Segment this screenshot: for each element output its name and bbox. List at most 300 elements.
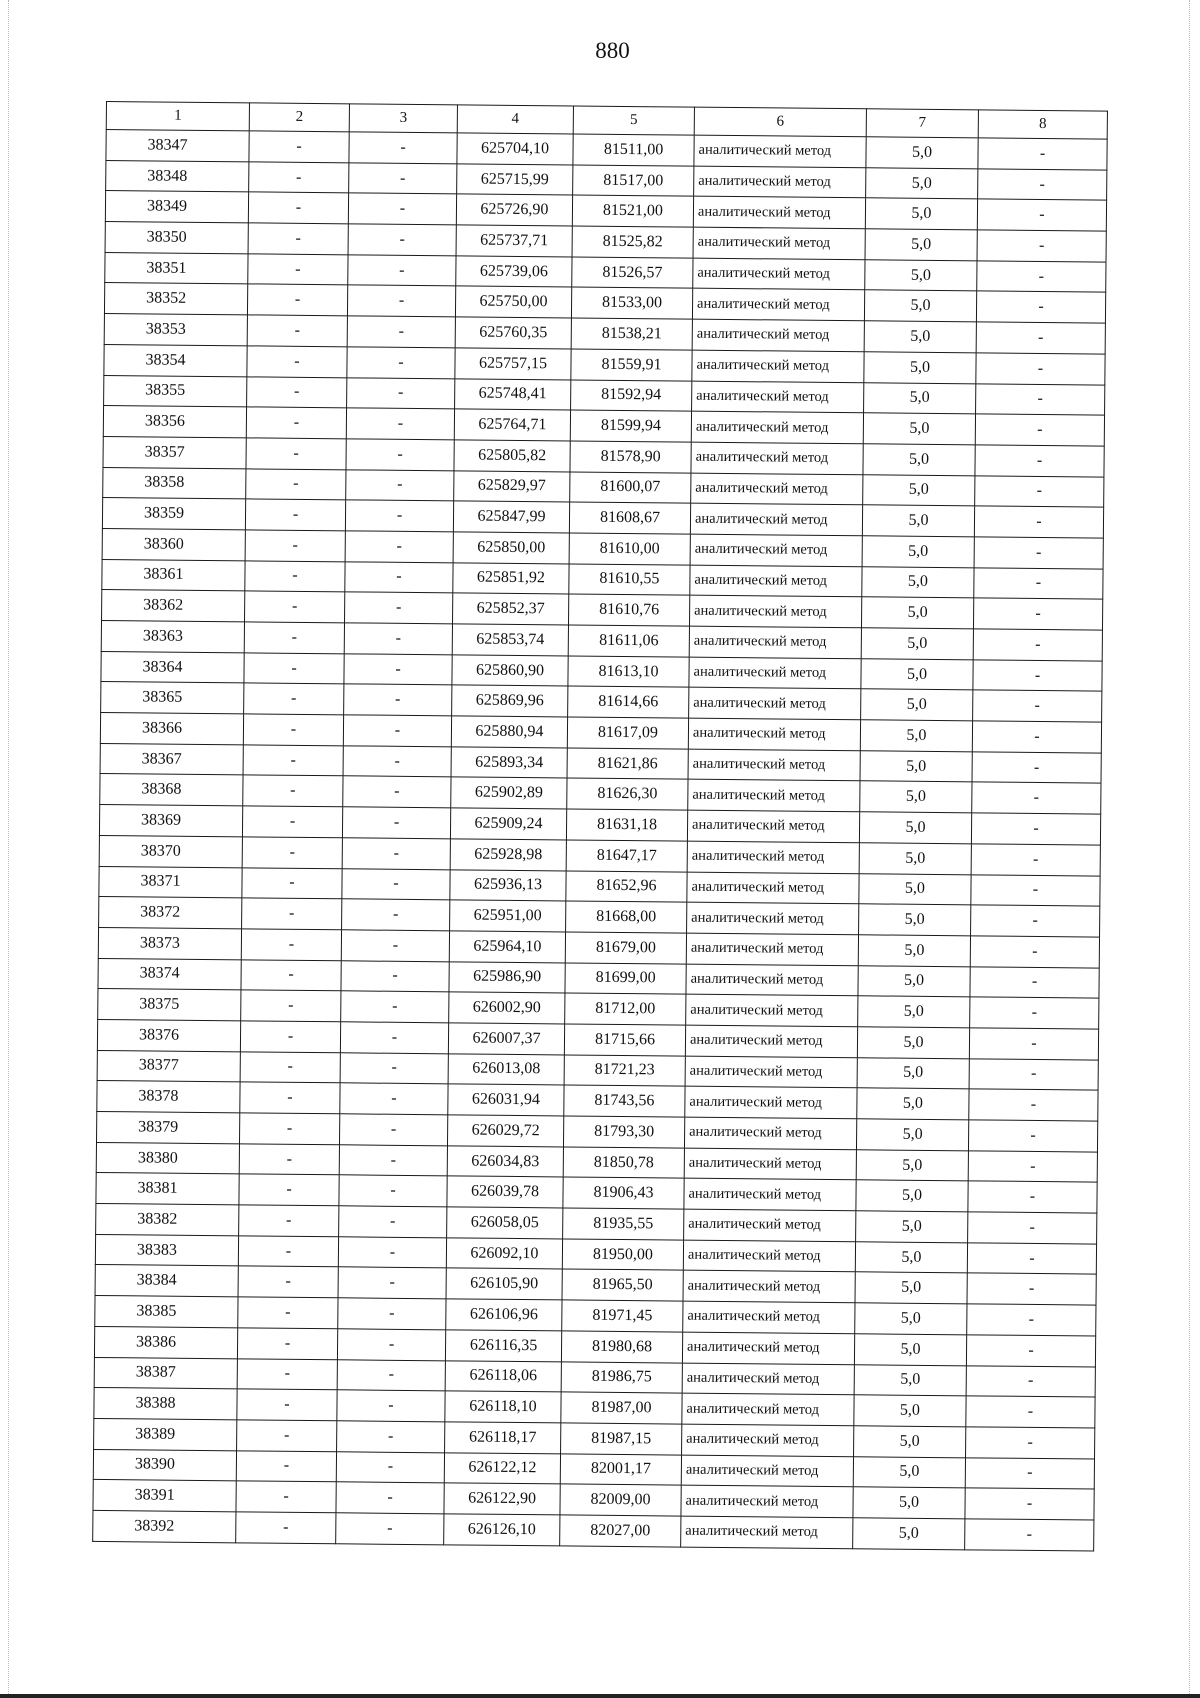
x-coordinate-cell: 625737,71 <box>456 225 572 257</box>
point-number-cell: 38386 <box>94 1326 237 1358</box>
page-number: 880 <box>595 38 630 63</box>
x-coordinate-cell: 625704,10 <box>457 133 573 165</box>
col3-value-cell: - <box>340 1052 448 1084</box>
col2-value-cell: - <box>239 1113 339 1145</box>
col8-value-cell: - <box>974 506 1103 538</box>
y-coordinate-cell: 81699,00 <box>565 963 686 995</box>
error-value-cell: 5,0 <box>854 1426 966 1458</box>
y-coordinate-cell: 81613,10 <box>568 656 689 688</box>
col8-value-cell: - <box>972 721 1101 753</box>
error-value-cell: 5,0 <box>853 1518 965 1550</box>
y-coordinate-cell: 81538,21 <box>571 318 692 350</box>
x-coordinate-cell: 626106,96 <box>446 1299 562 1331</box>
error-value-cell: 5,0 <box>861 628 973 660</box>
col8-value-cell: - <box>974 567 1103 599</box>
col3-value-cell: - <box>346 408 454 440</box>
method-cell: аналитический метод <box>692 381 864 413</box>
y-coordinate-cell: 81721,23 <box>564 1055 685 1087</box>
y-coordinate-cell: 81617,09 <box>567 717 688 749</box>
col8-value-cell: - <box>976 353 1105 385</box>
x-coordinate-cell: 626118,06 <box>445 1360 561 1392</box>
col8-value-cell: - <box>971 905 1100 937</box>
col8-value-cell: - <box>976 322 1105 354</box>
x-coordinate-cell: 625851,92 <box>453 562 569 594</box>
y-coordinate-cell: 82027,00 <box>560 1515 681 1547</box>
col3-value-cell: - <box>347 316 455 348</box>
x-coordinate-cell: 625764,71 <box>454 409 570 441</box>
error-value-cell: 5,0 <box>855 1241 967 1273</box>
column-header-8: 8 <box>978 110 1107 139</box>
x-coordinate-cell: 626118,10 <box>445 1391 561 1423</box>
x-coordinate-cell: 626034,83 <box>447 1146 563 1178</box>
x-coordinate-cell: 625928,98 <box>450 839 566 871</box>
col3-value-cell: - <box>341 960 449 992</box>
col3-value-cell: - <box>345 592 453 624</box>
col2-value-cell: - <box>237 1389 337 1421</box>
col2-value-cell: - <box>245 560 345 592</box>
y-coordinate-cell: 81652,96 <box>566 870 687 902</box>
method-cell: аналитический метод <box>683 1240 855 1272</box>
col3-value-cell: - <box>339 1144 447 1176</box>
x-coordinate-cell: 625726,90 <box>456 194 572 226</box>
col8-value-cell: - <box>969 1089 1098 1121</box>
y-coordinate-cell: 81935,55 <box>563 1208 684 1240</box>
method-cell: аналитический метод <box>686 964 858 996</box>
method-cell: аналитический метод <box>693 227 865 259</box>
error-value-cell: 5,0 <box>854 1334 966 1366</box>
col8-value-cell: - <box>965 1488 1094 1520</box>
method-cell: аналитический метод <box>693 258 865 290</box>
point-number-cell: 38377 <box>97 1050 240 1082</box>
x-coordinate-cell: 625909,24 <box>450 808 566 840</box>
error-value-cell: 5,0 <box>866 167 978 199</box>
col3-value-cell: - <box>349 132 457 164</box>
method-cell: аналитический метод <box>689 595 861 627</box>
col2-value-cell: - <box>240 1021 340 1053</box>
x-coordinate-cell: 625739,06 <box>456 256 572 288</box>
error-value-cell: 5,0 <box>857 1057 969 1089</box>
col3-value-cell: - <box>348 255 456 287</box>
x-coordinate-cell: 625805,82 <box>454 440 570 472</box>
col2-value-cell: - <box>247 284 347 316</box>
col8-value-cell: - <box>965 1519 1094 1551</box>
col8-value-cell: - <box>970 966 1099 998</box>
error-value-cell: 5,0 <box>865 260 977 292</box>
method-cell: аналитический метод <box>681 1516 853 1548</box>
x-coordinate-cell: 626031,94 <box>448 1084 564 1116</box>
x-coordinate-cell: 625880,94 <box>451 716 567 748</box>
error-value-cell: 5,0 <box>862 566 974 598</box>
col2-value-cell: - <box>245 591 345 623</box>
col8-value-cell: - <box>978 138 1107 170</box>
error-value-cell: 5,0 <box>864 290 976 322</box>
error-value-cell: 5,0 <box>856 1180 968 1212</box>
col8-value-cell: - <box>971 844 1100 876</box>
col2-value-cell: - <box>237 1420 337 1452</box>
col3-value-cell: - <box>338 1267 446 1299</box>
error-value-cell: 5,0 <box>859 904 971 936</box>
x-coordinate-cell: 626013,08 <box>448 1053 564 1085</box>
x-coordinate-cell: 626058,05 <box>447 1207 563 1239</box>
col8-value-cell: - <box>973 690 1102 722</box>
col2-value-cell: - <box>237 1358 337 1390</box>
col2-value-cell: - <box>248 254 348 286</box>
col3-value-cell: - <box>348 224 456 256</box>
point-number-cell: 38375 <box>98 989 241 1021</box>
method-cell: аналитический метод <box>689 657 861 689</box>
error-value-cell: 5,0 <box>860 720 972 752</box>
y-coordinate-cell: 81971,45 <box>562 1300 683 1332</box>
y-coordinate-cell: 81668,00 <box>566 901 687 933</box>
error-value-cell: 5,0 <box>856 1149 968 1181</box>
col8-value-cell: - <box>966 1365 1095 1397</box>
y-coordinate-cell: 81715,66 <box>564 1024 685 1056</box>
col3-value-cell: - <box>338 1237 446 1269</box>
col8-value-cell: - <box>968 1151 1097 1183</box>
point-number-cell: 38360 <box>102 528 245 560</box>
point-number-cell: 38392 <box>93 1510 236 1542</box>
method-cell: аналитический метод <box>686 933 858 965</box>
y-coordinate-cell: 81906,43 <box>563 1177 684 1209</box>
point-number-cell: 38374 <box>98 958 241 990</box>
x-coordinate-cell: 626122,12 <box>444 1452 560 1484</box>
col3-value-cell: - <box>348 193 456 225</box>
y-coordinate-cell: 81987,00 <box>561 1392 682 1424</box>
error-value-cell: 5,0 <box>854 1364 966 1396</box>
method-cell: аналитический метод <box>692 319 864 351</box>
y-coordinate-cell: 81647,17 <box>566 840 687 872</box>
method-cell: аналитический метод <box>687 902 859 934</box>
col2-value-cell: - <box>247 376 347 408</box>
x-coordinate-cell: 625936,13 <box>450 869 566 901</box>
col2-value-cell: - <box>245 499 345 531</box>
col3-value-cell: - <box>349 163 457 195</box>
scan-edge-right <box>1189 0 1190 1698</box>
y-coordinate-cell: 81525,82 <box>572 226 693 258</box>
point-number-cell: 38352 <box>104 283 247 315</box>
error-value-cell: 5,0 <box>858 996 970 1028</box>
error-value-cell: 5,0 <box>858 935 970 967</box>
error-value-cell: 5,0 <box>862 505 974 537</box>
column-header-5: 5 <box>573 106 694 135</box>
method-cell: аналитический метод <box>688 780 860 812</box>
x-coordinate-cell: 625760,35 <box>455 317 571 349</box>
error-value-cell: 5,0 <box>857 1027 969 1059</box>
error-value-cell: 5,0 <box>861 658 973 690</box>
y-coordinate-cell: 81986,75 <box>561 1361 682 1393</box>
column-header-4: 4 <box>457 105 573 134</box>
col3-value-cell: - <box>343 776 451 808</box>
y-coordinate-cell: 81526,57 <box>572 257 693 289</box>
method-cell: аналитический метод <box>691 442 863 474</box>
col8-value-cell: - <box>977 261 1106 293</box>
col8-value-cell: - <box>966 1335 1095 1367</box>
x-coordinate-cell: 625748,41 <box>455 378 571 410</box>
col8-value-cell: - <box>973 629 1102 661</box>
error-value-cell: 5,0 <box>863 413 975 445</box>
method-cell: аналитический метод <box>682 1424 854 1456</box>
y-coordinate-cell: 81610,00 <box>569 533 690 565</box>
method-cell: аналитический метод <box>691 411 863 443</box>
col2-value-cell: - <box>243 714 343 746</box>
method-cell: аналитический метод <box>693 197 865 229</box>
col2-value-cell: - <box>249 131 349 163</box>
col8-value-cell: - <box>966 1427 1095 1459</box>
col8-value-cell: - <box>971 813 1100 845</box>
col2-value-cell: - <box>239 1144 339 1176</box>
method-cell: аналитический метод <box>682 1363 854 1395</box>
x-coordinate-cell: 625853,74 <box>452 624 568 656</box>
method-cell: аналитический метод <box>684 1178 856 1210</box>
point-number-cell: 38381 <box>96 1173 239 1205</box>
y-coordinate-cell: 81521,00 <box>572 195 693 227</box>
method-cell: аналитический метод <box>691 473 863 505</box>
point-number-cell: 38350 <box>105 222 248 254</box>
col2-value-cell: - <box>236 1450 336 1482</box>
col2-value-cell: - <box>245 530 345 562</box>
method-cell: аналитический метод <box>684 1148 856 1180</box>
method-cell: аналитический метод <box>683 1271 855 1303</box>
col3-value-cell: - <box>345 531 453 563</box>
method-cell: аналитический метод <box>684 1117 856 1149</box>
x-coordinate-cell: 625715,99 <box>457 164 573 196</box>
col2-value-cell: - <box>240 1082 340 1114</box>
col3-value-cell: - <box>347 285 455 317</box>
x-coordinate-cell: 626029,72 <box>447 1115 563 1147</box>
col2-value-cell: - <box>246 407 346 439</box>
point-number-cell: 38372 <box>99 897 242 929</box>
method-cell: аналитический метод <box>694 166 866 198</box>
point-number-cell: 38371 <box>99 866 242 898</box>
col3-value-cell: - <box>342 807 450 839</box>
col8-value-cell: - <box>967 1243 1096 1275</box>
col3-value-cell: - <box>336 1513 444 1545</box>
error-value-cell: 5,0 <box>864 382 976 414</box>
point-number-cell: 38390 <box>93 1449 236 1481</box>
point-number-cell: 38358 <box>103 467 246 499</box>
y-coordinate-cell: 81679,00 <box>565 932 686 964</box>
point-number-cell: 38353 <box>104 314 247 346</box>
y-coordinate-cell: 81965,50 <box>562 1269 683 1301</box>
col8-value-cell: - <box>966 1396 1095 1428</box>
error-value-cell: 5,0 <box>859 812 971 844</box>
point-number-cell: 38354 <box>104 344 247 376</box>
col3-value-cell: - <box>340 1022 448 1054</box>
col8-value-cell: - <box>967 1304 1096 1336</box>
col3-value-cell: - <box>341 930 449 962</box>
x-coordinate-cell: 626116,35 <box>445 1330 561 1362</box>
col2-value-cell: - <box>247 346 347 378</box>
point-number-cell: 38385 <box>95 1296 238 1328</box>
y-coordinate-cell: 81559,91 <box>571 349 692 381</box>
point-number-cell: 38384 <box>95 1265 238 1297</box>
point-number-cell: 38387 <box>94 1357 237 1389</box>
method-cell: аналитический метод <box>682 1332 854 1364</box>
method-cell: аналитический метод <box>681 1485 853 1517</box>
error-value-cell: 5,0 <box>865 229 977 261</box>
col3-value-cell: - <box>337 1390 445 1422</box>
col3-value-cell: - <box>344 623 452 655</box>
y-coordinate-cell: 81631,18 <box>566 809 687 841</box>
method-cell: аналитический метод <box>690 565 862 597</box>
method-cell: аналитический метод <box>694 135 866 167</box>
y-coordinate-cell: 81987,15 <box>561 1423 682 1455</box>
col8-value-cell: - <box>967 1273 1096 1305</box>
x-coordinate-cell: 625869,96 <box>452 685 568 717</box>
method-cell: аналитический метод <box>688 749 860 781</box>
point-number-cell: 38369 <box>99 805 242 837</box>
error-value-cell: 5,0 <box>859 843 971 875</box>
col3-value-cell: - <box>341 991 449 1023</box>
column-header-3: 3 <box>349 104 457 133</box>
method-cell: аналитический метод <box>681 1455 853 1487</box>
error-value-cell: 5,0 <box>853 1456 965 1488</box>
point-number-cell: 38351 <box>105 252 248 284</box>
method-cell: аналитический метод <box>690 503 862 535</box>
y-coordinate-cell: 81712,00 <box>565 993 686 1025</box>
y-coordinate-cell: 81600,07 <box>570 472 691 504</box>
col8-value-cell: - <box>965 1457 1094 1489</box>
col2-value-cell: - <box>238 1266 338 1298</box>
x-coordinate-cell: 626039,78 <box>447 1176 563 1208</box>
col2-value-cell: - <box>242 837 342 869</box>
error-value-cell: 5,0 <box>860 751 972 783</box>
col8-value-cell: - <box>973 660 1102 692</box>
col2-value-cell: - <box>249 162 349 194</box>
col8-value-cell: - <box>978 169 1107 201</box>
col8-value-cell: - <box>975 414 1104 446</box>
method-cell: аналитический метод <box>683 1301 855 1333</box>
point-number-cell: 38365 <box>101 682 244 714</box>
point-number-cell: 38378 <box>97 1081 240 1113</box>
error-value-cell: 5,0 <box>865 198 977 230</box>
point-number-cell: 38366 <box>100 713 243 745</box>
point-number-cell: 38356 <box>103 406 246 438</box>
x-coordinate-cell: 625986,90 <box>449 961 565 993</box>
col8-value-cell: - <box>970 936 1099 968</box>
y-coordinate-cell: 81578,90 <box>570 441 691 473</box>
col2-value-cell: - <box>241 990 341 1022</box>
col8-value-cell: - <box>971 874 1100 906</box>
method-cell: аналитический метод <box>690 534 862 566</box>
y-coordinate-cell: 81610,76 <box>568 594 689 626</box>
point-number-cell: 38361 <box>102 559 245 591</box>
method-cell: аналитический метод <box>682 1393 854 1425</box>
point-number-cell: 38349 <box>105 191 248 223</box>
col3-value-cell: - <box>347 347 455 379</box>
method-cell: аналитический метод <box>689 687 861 719</box>
point-number-cell: 38376 <box>97 1019 240 1051</box>
y-coordinate-cell: 81610,55 <box>569 564 690 596</box>
col3-value-cell: - <box>337 1421 445 1453</box>
table-body <box>93 130 1108 1551</box>
y-coordinate-cell: 81743,56 <box>564 1085 685 1117</box>
point-number-cell: 38382 <box>96 1204 239 1236</box>
y-coordinate-cell: 81511,00 <box>573 134 694 166</box>
point-number-cell: 38370 <box>99 835 242 867</box>
col3-value-cell: - <box>342 838 450 870</box>
col2-value-cell: - <box>241 929 341 961</box>
method-cell: аналитический метод <box>692 350 864 382</box>
error-value-cell: 5,0 <box>857 1088 969 1120</box>
error-value-cell: 5,0 <box>863 474 975 506</box>
column-header-1: 1 <box>106 102 249 131</box>
method-cell: аналитический метод <box>687 872 859 904</box>
column-header-2: 2 <box>249 103 349 132</box>
point-number-cell: 38383 <box>95 1234 238 1266</box>
error-value-cell: 5,0 <box>861 597 973 629</box>
col8-value-cell: - <box>974 537 1103 569</box>
col2-value-cell: - <box>247 315 347 347</box>
col3-value-cell: - <box>345 561 453 593</box>
col8-value-cell: - <box>969 1058 1098 1090</box>
col2-value-cell: - <box>243 775 343 807</box>
col8-value-cell: - <box>968 1120 1097 1152</box>
col2-value-cell: - <box>238 1236 338 1268</box>
method-cell: аналитический метод <box>687 810 859 842</box>
point-number-cell: 38380 <box>96 1142 239 1174</box>
x-coordinate-cell: 625750,00 <box>455 286 571 318</box>
error-value-cell: 5,0 <box>863 444 975 476</box>
x-coordinate-cell: 626118,17 <box>445 1422 561 1454</box>
column-header-6: 6 <box>694 107 866 137</box>
col2-value-cell: - <box>239 1174 339 1206</box>
y-coordinate-cell: 81626,30 <box>567 778 688 810</box>
method-cell: аналитический метод <box>685 1025 857 1057</box>
col3-value-cell: - <box>343 715 451 747</box>
y-coordinate-cell: 81599,94 <box>570 410 691 442</box>
point-number-cell: 38379 <box>97 1111 240 1143</box>
method-cell: аналитический метод <box>692 289 864 321</box>
y-coordinate-cell: 82009,00 <box>560 1484 681 1516</box>
method-cell: аналитический метод <box>688 718 860 750</box>
scan-bottom-edge <box>0 1694 1200 1698</box>
error-value-cell: 5,0 <box>856 1211 968 1243</box>
col2-value-cell: - <box>240 1051 340 1083</box>
method-cell: аналитический метод <box>686 994 858 1026</box>
col8-value-cell: - <box>972 782 1101 814</box>
error-value-cell: 5,0 <box>860 781 972 813</box>
error-value-cell: 5,0 <box>866 137 978 169</box>
col3-value-cell: - <box>336 1482 444 1514</box>
y-coordinate-cell: 81608,67 <box>569 502 690 534</box>
error-value-cell: 5,0 <box>855 1272 967 1304</box>
error-value-cell: 5,0 <box>855 1303 967 1335</box>
error-value-cell: 5,0 <box>864 352 976 384</box>
col3-value-cell: - <box>346 469 454 501</box>
x-coordinate-cell: 625860,90 <box>452 655 568 687</box>
col3-value-cell: - <box>340 1083 448 1115</box>
y-coordinate-cell: 81950,00 <box>562 1239 683 1271</box>
col8-value-cell: - <box>976 291 1105 323</box>
col8-value-cell: - <box>977 230 1106 262</box>
col2-value-cell: - <box>237 1328 337 1360</box>
col8-value-cell: - <box>975 475 1104 507</box>
point-number-cell: 38388 <box>94 1388 237 1420</box>
col8-value-cell: - <box>970 997 1099 1029</box>
y-coordinate-cell: 81592,94 <box>571 379 692 411</box>
error-value-cell: 5,0 <box>854 1395 966 1427</box>
error-value-cell: 5,0 <box>858 965 970 997</box>
error-value-cell: 5,0 <box>853 1487 965 1519</box>
col2-value-cell: - <box>236 1481 336 1513</box>
col2-value-cell: - <box>241 959 341 991</box>
col2-value-cell: - <box>244 653 344 685</box>
col3-value-cell: - <box>343 746 451 778</box>
method-cell: аналитический метод <box>685 1086 857 1118</box>
col3-value-cell: - <box>337 1359 445 1391</box>
x-coordinate-cell: 626126,10 <box>444 1514 560 1546</box>
